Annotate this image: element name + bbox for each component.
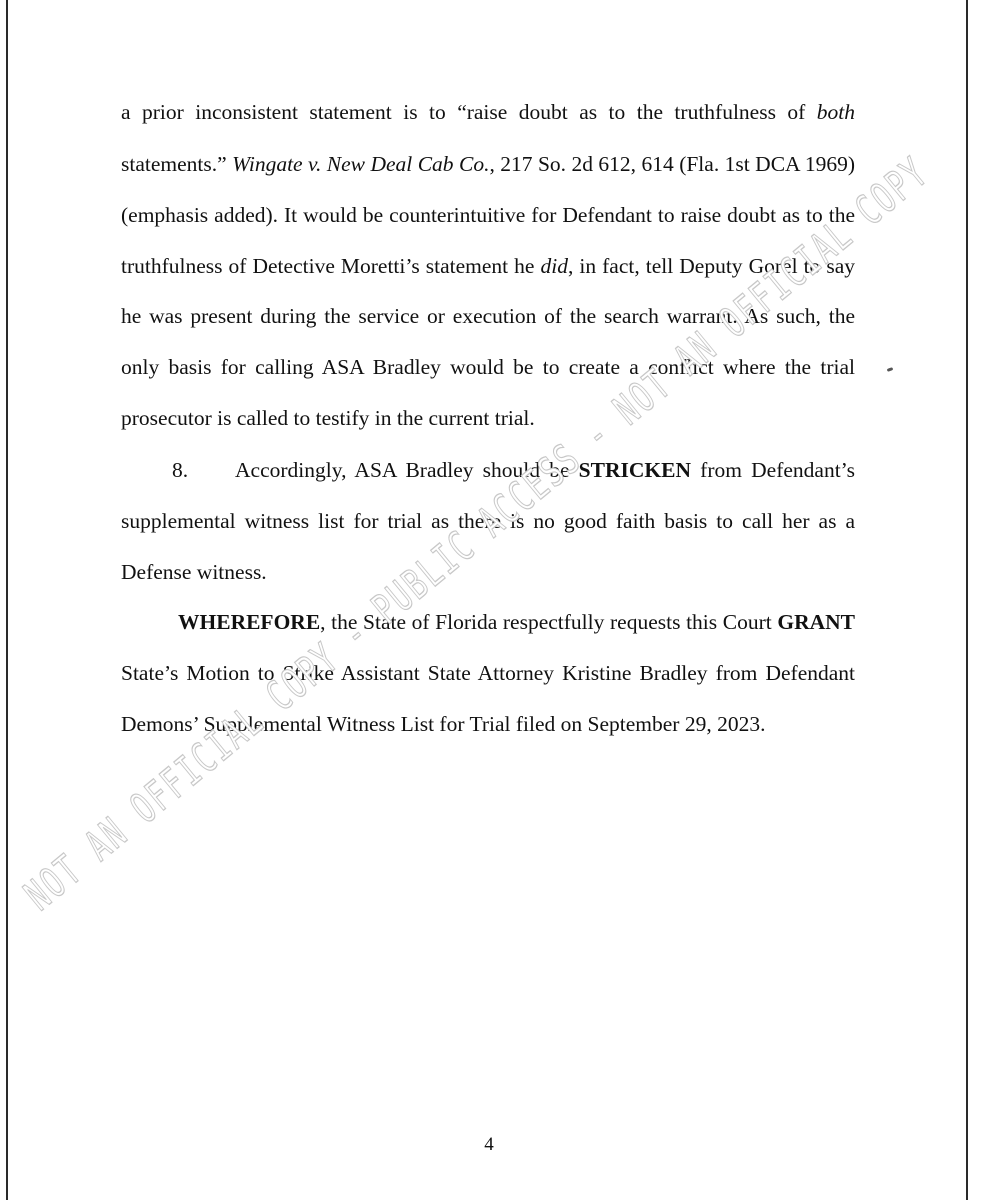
body-line: Defense witness. <box>121 560 267 584</box>
numbered-paragraph-first-line: 8. Accordingly, ASA Bradley should be STRICKEN from Defendant’s <box>172 458 856 482</box>
body-line: supplemental witness list for trial as there is no good faith basis to call her as a <box>121 509 855 533</box>
body-line: truthfulness of Detective Moretti’s statement he did, in fact, tell Deputy Gorel to say <box>121 254 855 278</box>
body-line: only basis for calling ASA Bradley would be to create a conflict where the trial <box>121 355 855 379</box>
paragraph-number: 8. <box>172 458 189 482</box>
body-line: Demons’ Supplemental Witness List for Trial filed on September 29, 2023. <box>121 712 766 736</box>
page-number: 4 <box>484 1134 494 1155</box>
body-line: (emphasis added). It would be counterintuitive for Defendant to raise doubt as to the <box>121 203 855 227</box>
body-line: State’s Motion to Strike Assistant State Attorney Kristine Bradley from Defendant <box>121 661 855 685</box>
body-line: he was present during the service or execution of the search warrant. As such, the <box>121 304 855 328</box>
body-line: a prior inconsistent statement is to “raise doubt as to the truthfulness of both <box>121 100 855 124</box>
body-line: prosecutor is called to testify in the current trial. <box>121 406 535 430</box>
case-citation: Wingate v. New Deal Cab Co. <box>232 152 490 176</box>
wherefore-line: WHEREFORE, the State of Florida respectfully requests this Court GRANT <box>178 610 855 634</box>
body-line: statements.” Wingate v. New Deal Cab Co., 217 So. 2d 612, 614 (Fla. 1st DCA 1969) <box>121 152 855 176</box>
document-page <box>6 0 968 1200</box>
